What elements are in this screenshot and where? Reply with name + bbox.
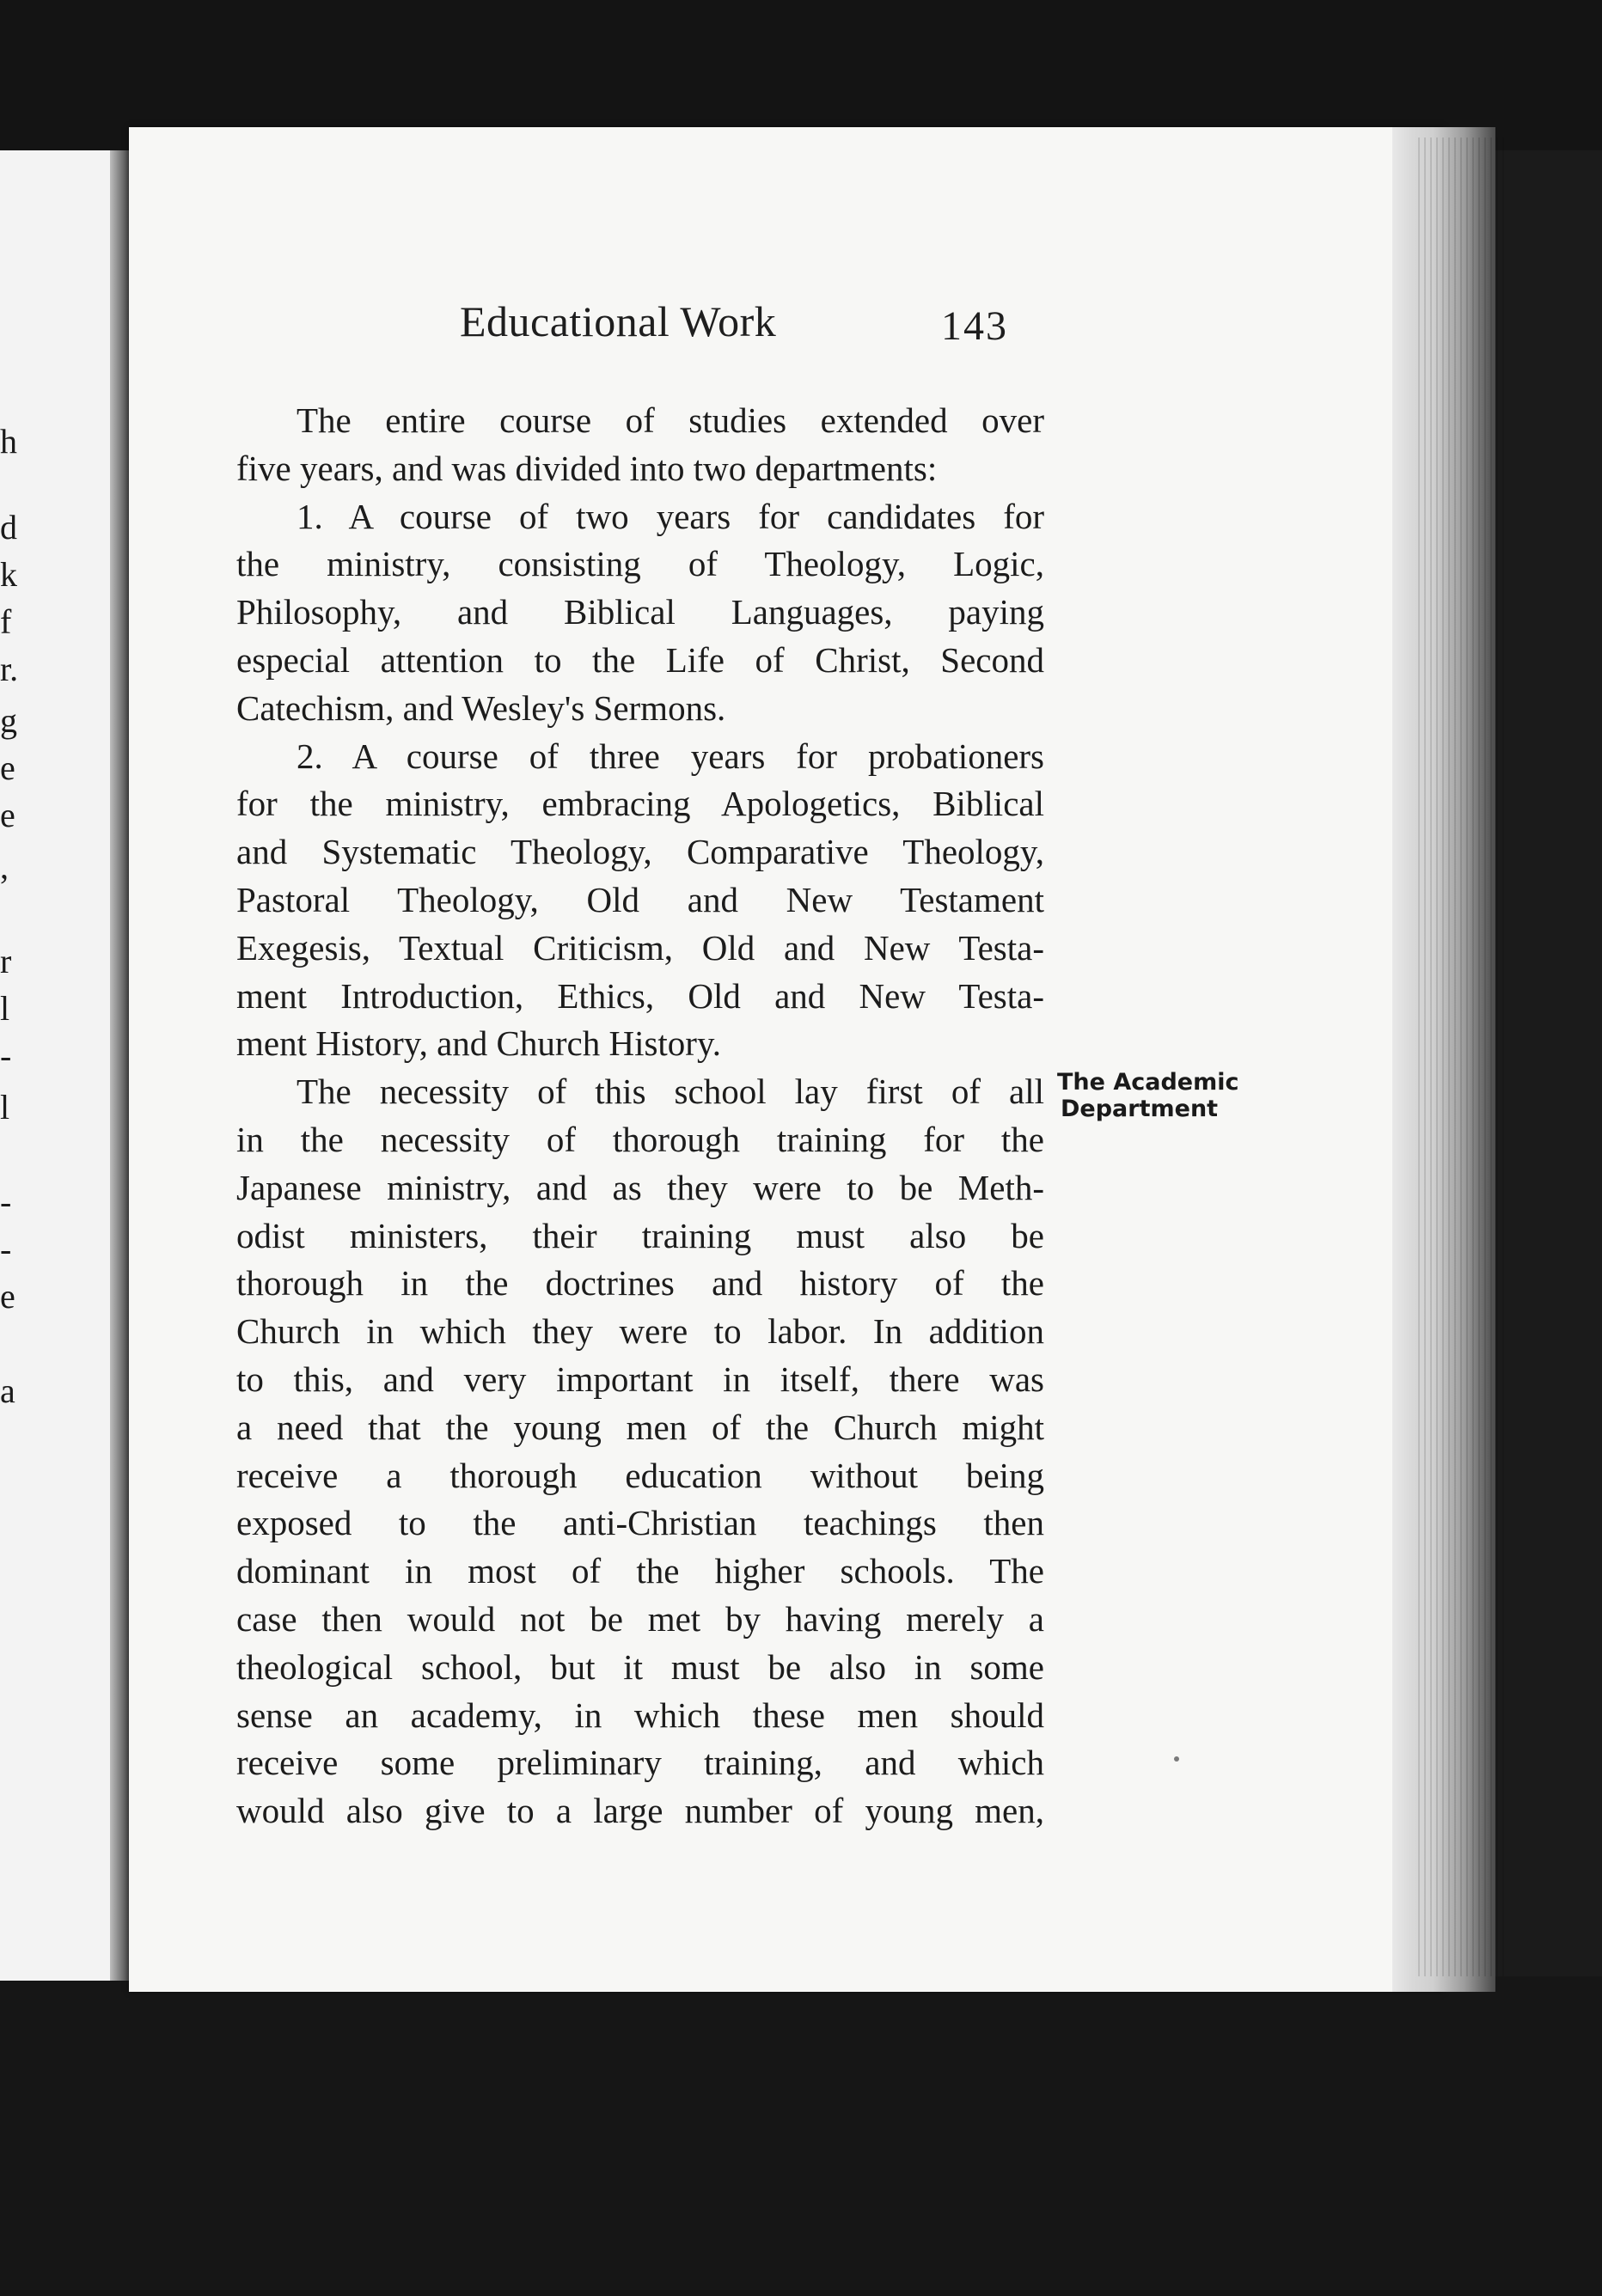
text-line: Philosophy, and Biblical Languages, paying bbox=[236, 592, 1044, 632]
text-line: receive a thorough education without being bbox=[236, 1455, 1044, 1495]
text-line: odist ministers, their training must also be bbox=[236, 1215, 1044, 1255]
text-line: theological school, but it must be also in some bbox=[236, 1646, 1044, 1687]
left-fragment: g bbox=[0, 701, 17, 740]
text-line: dominant in most of the higher schools. The bbox=[236, 1551, 1044, 1591]
left-fragment: e bbox=[0, 1277, 15, 1316]
left-fragment: - bbox=[0, 1036, 12, 1075]
text-line: Exegesis, Textual Criticism, Old and New Testa- bbox=[236, 927, 1044, 968]
text-line: The entire course of studies extended over bbox=[297, 400, 1044, 440]
text-line: exposed to the anti-Christian teachings then bbox=[236, 1503, 1044, 1543]
left-fragment: a bbox=[0, 1371, 15, 1410]
text-line: 1. A course of two years for candidates for bbox=[297, 496, 1044, 536]
text-line: five years, and was divided into two departments: bbox=[236, 448, 938, 488]
left-page bbox=[0, 150, 120, 1981]
left-fragment: r bbox=[0, 942, 12, 980]
text-line: Japanese ministry, and as they were to be Meth- bbox=[236, 1167, 1044, 1207]
left-fragment: , bbox=[0, 847, 9, 886]
text-line: especial attention to the Life of Christ, Second bbox=[236, 639, 1044, 680]
text-line: would also give to a large number of young men, bbox=[236, 1791, 1044, 1831]
left-fragment: f bbox=[0, 602, 12, 641]
text-line: ment History, and Church History. bbox=[236, 1023, 722, 1064]
left-fragment: l bbox=[0, 989, 10, 1028]
page-number: 143 bbox=[941, 303, 1008, 349]
left-fragment: h bbox=[0, 422, 17, 461]
text-line: Catechism, and Wesley's Sermons. bbox=[236, 687, 726, 728]
text-line: a need that the young men of the Church might bbox=[236, 1407, 1044, 1447]
left-fragment: d bbox=[0, 508, 17, 547]
left-fragment: - bbox=[0, 1182, 12, 1221]
left-fragment: - bbox=[0, 1230, 12, 1268]
left-fragment: k bbox=[0, 555, 17, 594]
text-line: thorough in the doctrines and history of the bbox=[236, 1263, 1044, 1304]
text-line: in the necessity of thorough training for the bbox=[236, 1119, 1044, 1159]
text-line: receive some preliminary training, and which bbox=[236, 1743, 1044, 1783]
text-line: ment Introduction, Ethics, Old and New Testa- bbox=[236, 975, 1044, 1016]
paper-speck bbox=[1174, 1756, 1179, 1762]
text-line: for the ministry, embracing Apologetics, Biblical bbox=[236, 784, 1044, 824]
running-head: Educational Work bbox=[460, 297, 777, 345]
left-fragment: e bbox=[0, 796, 15, 834]
text-line: 2. A course of three years for probationers bbox=[297, 736, 1044, 776]
text-line: and Systematic Theology, Comparative Theology, bbox=[236, 832, 1044, 872]
sidenote-line-2: Department bbox=[1061, 1096, 1219, 1122]
text-line: case then would not be met by having merely a bbox=[236, 1598, 1044, 1639]
text-line: Pastoral Theology, Old and New Testament bbox=[236, 879, 1044, 919]
page-block-edge-lines bbox=[1418, 137, 1504, 1976]
margin-sidenote bbox=[1057, 1069, 1239, 1122]
text-line: the ministry, consisting of Theology, Logic, bbox=[236, 544, 1044, 584]
body-text bbox=[236, 397, 1044, 1835]
left-fragment: r. bbox=[0, 650, 19, 688]
text-line: sense an academy, in which these men should bbox=[236, 1695, 1044, 1735]
text-line: The necessity of this school lay first of all bbox=[297, 1072, 1044, 1112]
text-line: Church in which they were to labor. In addition bbox=[236, 1311, 1044, 1352]
left-fragment: e bbox=[0, 748, 15, 787]
left-fragment: l bbox=[0, 1088, 10, 1127]
scanner-backdrop-bottom bbox=[0, 1976, 1602, 2296]
sidenote-line-1: The Academic bbox=[1057, 1069, 1239, 1096]
text-line: to this, and very important in itself, there was bbox=[236, 1359, 1044, 1399]
